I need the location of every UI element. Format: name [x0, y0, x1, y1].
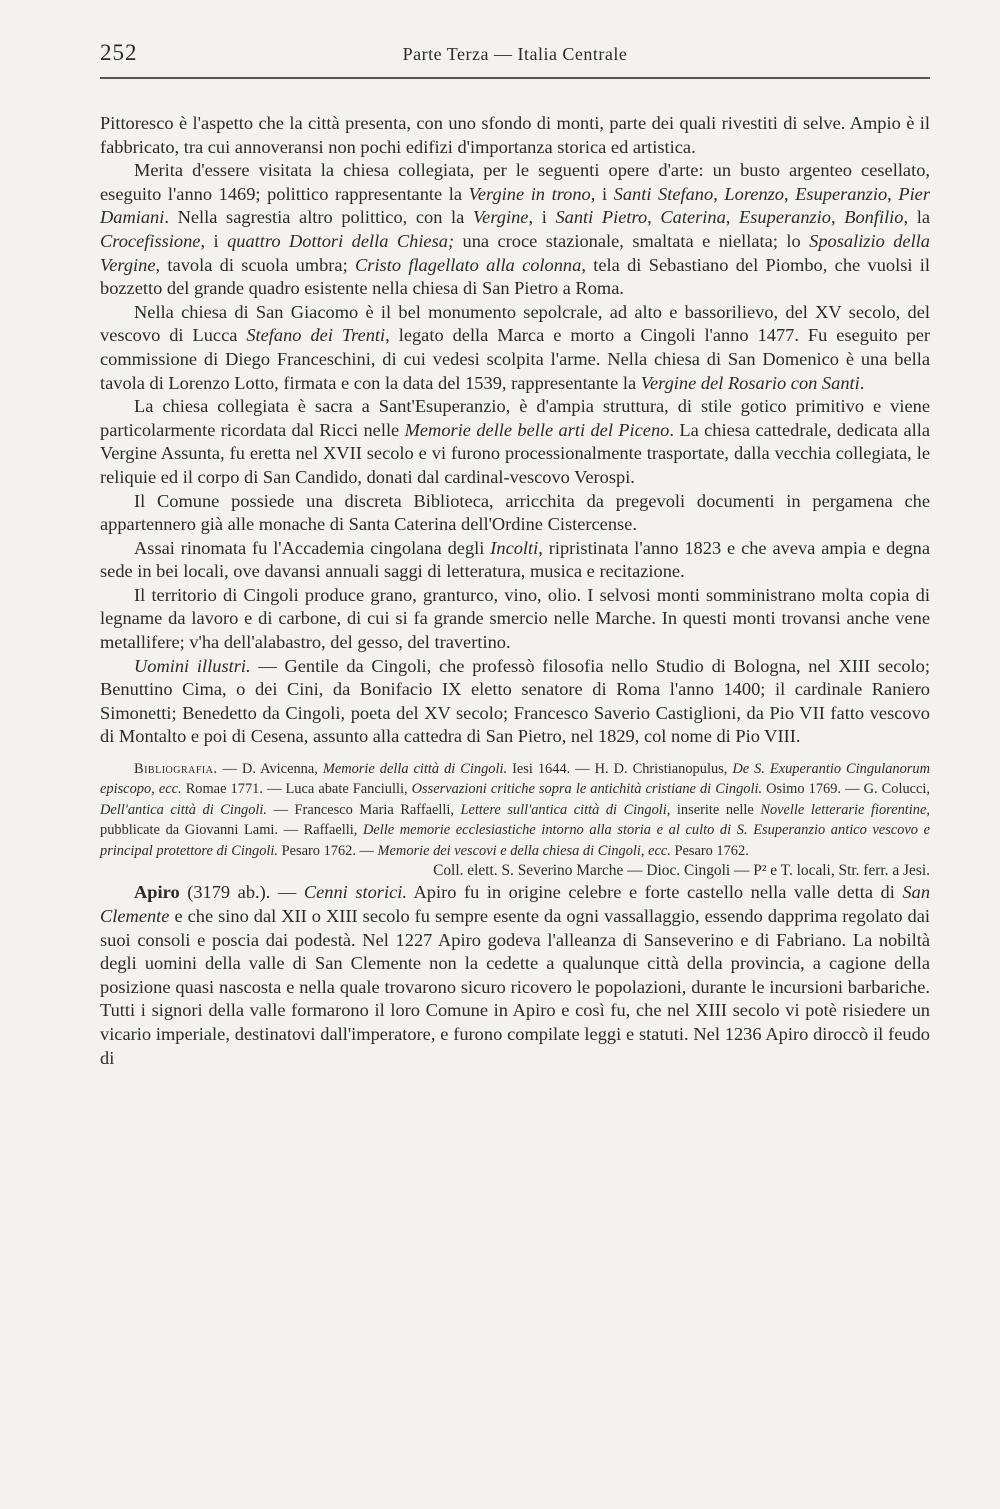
- bibliography: [100, 759, 930, 881]
- bibliography-text: Bibliografia. — D. Avicenna, Memorie della città di Cingoli. Iesi 1644. — H. D. Christianopulus, De S. Exuperantio Cingulanorum episcopo, ecc. Romae 1771. — Luca abate Fanciulli, Osservazioni critiche sopra le antichità cristiane di Cingoli. Osimo 1769. — G. Colucci, Dell'antica città di Cingoli. — Francesco Maria Raffaelli, Lettere sull'antica città di Cingoli, inserite nelle Novelle letterarie fiorentine, pubblicate da Giovanni Lami. — Raffaelli, Delle memorie ecclesiastiche intorno alla storia e al culto di S. Esuperanzio antico vescovo e principal protettore di Cingoli. Pesaro 1762. — Memorie dei vescovi e della chiesa di Cingoli, ecc. Pesaro 1762.: [100, 761, 931, 859]
- paragraph-6: Assai rinomata fu l'Accademia cingolana degli Incolti, ripristinata l'anno 1823 e che aveva ampia e degna sede in bei locali, ove davansi annuali saggi di letteratura, musica e recitazione.: [100, 537, 931, 582]
- page-number: 252: [100, 40, 138, 65]
- page-header: [100, 40, 930, 72]
- header-rule: [100, 77, 930, 79]
- bibliography-label: Bibliografia.: [134, 761, 218, 778]
- paragraph-3: Nella chiesa di San Giacomo è il bel monumento sepolcrale, ad alto e bassorilievo, del XV secolo, del vescovo di Lucca Stefano dei Trenti, legato della Marca e morto a Cingoli l'anno 1477. Fu eseguito per commissione di Diego Franceschini, di cui vedesi scolpita l'arme. Nella chiesa di San Domenico è una bella tavola di Lorenzo Lotto, firmata e con la data del 1539, rappresentante la Vergine del Rosario con Santi.: [100, 301, 931, 393]
- paragraph-4: La chiesa collegiata è sacra a Sant'Esuperanzio, è d'ampia struttura, di stile gotico primitivo e viene particolarmente ricordata dal Ricci nelle Memorie delle belle arti del Piceno. La chiesa cattedrale, dedicata alla Vergine Assunta, fu eretta nel XVII secolo e vi furono processionalmente trasportate, dalla vecchia collegiata, le reliquie ed il corpo di San Candido, donati dal cardinal-vescovo Verospi.: [100, 396, 931, 487]
- paragraph-1: Pittoresco è l'aspetto che la città presenta, con uno sfondo di monti, parte dei quali rivestiti di selve. Ampio è il fabbricato, tra cui annoveransi non pochi edifizi d'importanza storica ed artistica.: [100, 113, 930, 157]
- paragraph-5: Il Comune possiede una discreta Biblioteca, arricchita da pregevoli documenti in pergamena che appartennero già alle monache di Santa Caterina dell'Ordine Cistercense.: [100, 490, 930, 535]
- paragraph-8: Uomini illustri. — Gentile da Cingoli, che professò filosofia nello Studio di Bologna, nel XIII secolo; Benuttino Cima, o dei Cini, da Bonifacio IX eletto senatore di Roma l'anno 1400; il cardinale Raniero Simonetti; Benedetto da Cingoli, poeta del XV secolo; Francesco Saverio Castiglioni, da Pio VII fatto vescovo di Montalto e poi di Cesena, assunto alla cattedra di San Pietro, nel 1829, col nome di Pio VIII.: [100, 655, 930, 747]
- entry-heading: Apiro: [134, 882, 180, 903]
- running-head: Parte Terza — Italia Centrale: [402, 44, 628, 64]
- entry-apiro: Apiro (3179 ab.). — Cenni storici. Apiro fu in origine celebre e forte castello nella valle detta di San Clemente e che sino dal XII o XIII secolo fu sempre esente da ogni vassallaggio, essendo dapprima regolato dai suoi consoli e poscia dai podestà. Nel 1227 Apiro godeva l'alleanza di Sanseverino e di Fabriano. La nobiltà degli uomini della valle di San Clemente non la cedette a qualunque città della provincia, a cagione della posizione quasi nascosta e nella quale trovarono sicuro ricovero le popolazioni, durante le incursioni barbariche. Tutti i signori della valle formarono il loro Comune in Apiro e così fu, che nel XIII secolo vi potè risiedere un vicario imperiale, destinatovi dall'imperatore, e furono compilate leggi e statuti. Nel 1236 Apiro diroccò il feudo di: [100, 882, 931, 1068]
- paragraph-7: Il territorio di Cingoli produce grano, granturco, vino, olio. I selvosi monti somministrano molta copia di legname da lavoro e di carbone, di cui si fa grande smercio nelle Marche. In questi monti trovansi anche vene metallifere; v'ha dell'alabastro, del gesso, del travertino.: [100, 584, 930, 653]
- collegio-line: Coll. elett. S. Severino Marche — Dioc. Cingoli — P² e T. locali, Str. ferr. a Jesi.: [433, 862, 930, 880]
- paragraph-2: Merita d'essere visitata la chiesa collegiata, per le seguenti opere d'arte: un busto argenteo cesellato, eseguito l'anno 1469; polittico rappresentante la Vergine in trono, i Santi Stefano, Lorenzo, Esuperanzio, Pier Damiani. Nella sagrestia altro polittico, con la Vergine, i Santi Pietro, Caterina, Esuperanzio, Bonfilio, la Crocefissione, i quattro Dottori della Chiesa; una croce stazionale, smaltata e niellata; lo Sposalizio della Vergine, tavola di scuola umbra; Cristo flagellato alla colonna, tela di Sebastiano del Piombo, che vuolsi il bozzetto del grande quadro esistente nella chiesa di San Pietro a Roma.: [100, 160, 931, 299]
- main-text: [100, 112, 930, 1070]
